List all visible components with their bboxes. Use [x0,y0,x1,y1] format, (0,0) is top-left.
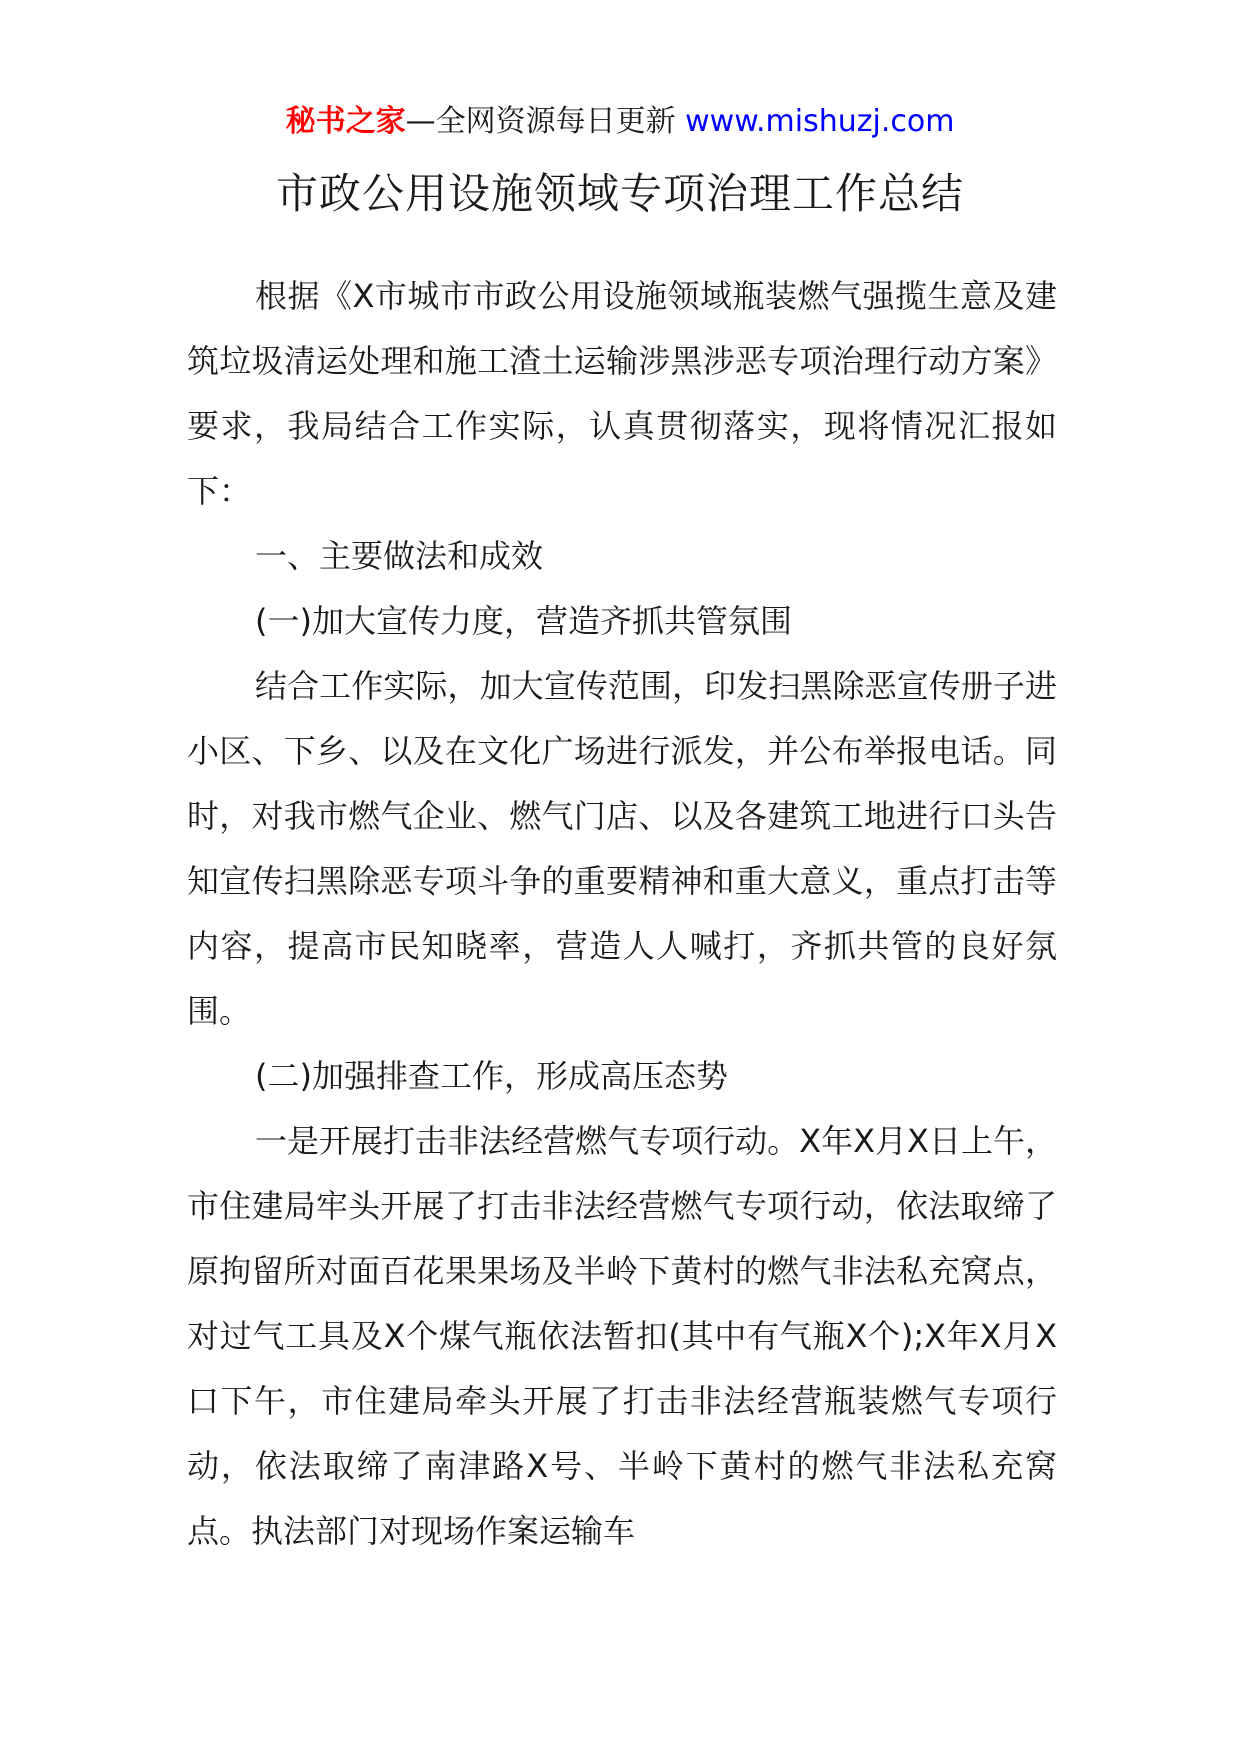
paragraph: 一是开展打击非法经营燃气专项行动。X年X月X日上午，市住建局牢头开展了打击非法经营燃气专项行动，依法取缔了原拘留所对面百花果果场及半岭下黄村的燃气非法私充窝点，对过气工具及X个煤气瓶依法暂扣(其中有气瓶X个);X年X月X口下午，市住建局牵头开展了打击非法经营瓶装燃气专项行动，依法取缔了南津路X号、半岭下黄村的燃气非法私充窝点。执法部门对现场作案运输车 [187,1122,1057,1550]
document-title: 市政公用设施领域专项治理工作总结 [275,169,964,218]
brand-name: 秘书之家 [285,104,406,139]
site-url-link[interactable]: www.mishuzj.com [685,104,955,139]
subsection-heading: (二)加强排查工作，形成高压态势 [255,1057,728,1095]
header-slogan: —全网资源每日更新 [405,104,686,139]
subsection-heading: (一)加大宣传力度，营造齐抓共管氛围 [255,602,792,640]
section-heading: 一、主要做法和成效 [255,537,544,575]
paragraph: 结合工作实际，加大宣传范围，印发扫黑除恶宣传册子进小区、下乡、以及在文化广场进行派发，并公布举报电话。同时，对我市燃气企业、燃气门店、以及各建筑工地进行口头告知宣传扫黑除恶专项斗争的重要精神和重大意义，重点打击等内容，提高市民知晓率，营造人人喊打，齐抓共管的良好氛围。 [187,667,1057,1030]
site-header [0,100,1240,144]
paragraph-intro: 根据《X市城市市政公用设施领域瓶装燃气强揽生意及建筑垃圾清运处理和施工渣土运输涉黑涉恶专项治理行动方案》要求，我局结合工作实际，认真贯彻落实，现将情况汇报如下： [187,277,1057,510]
document-body [187,264,1057,1564]
